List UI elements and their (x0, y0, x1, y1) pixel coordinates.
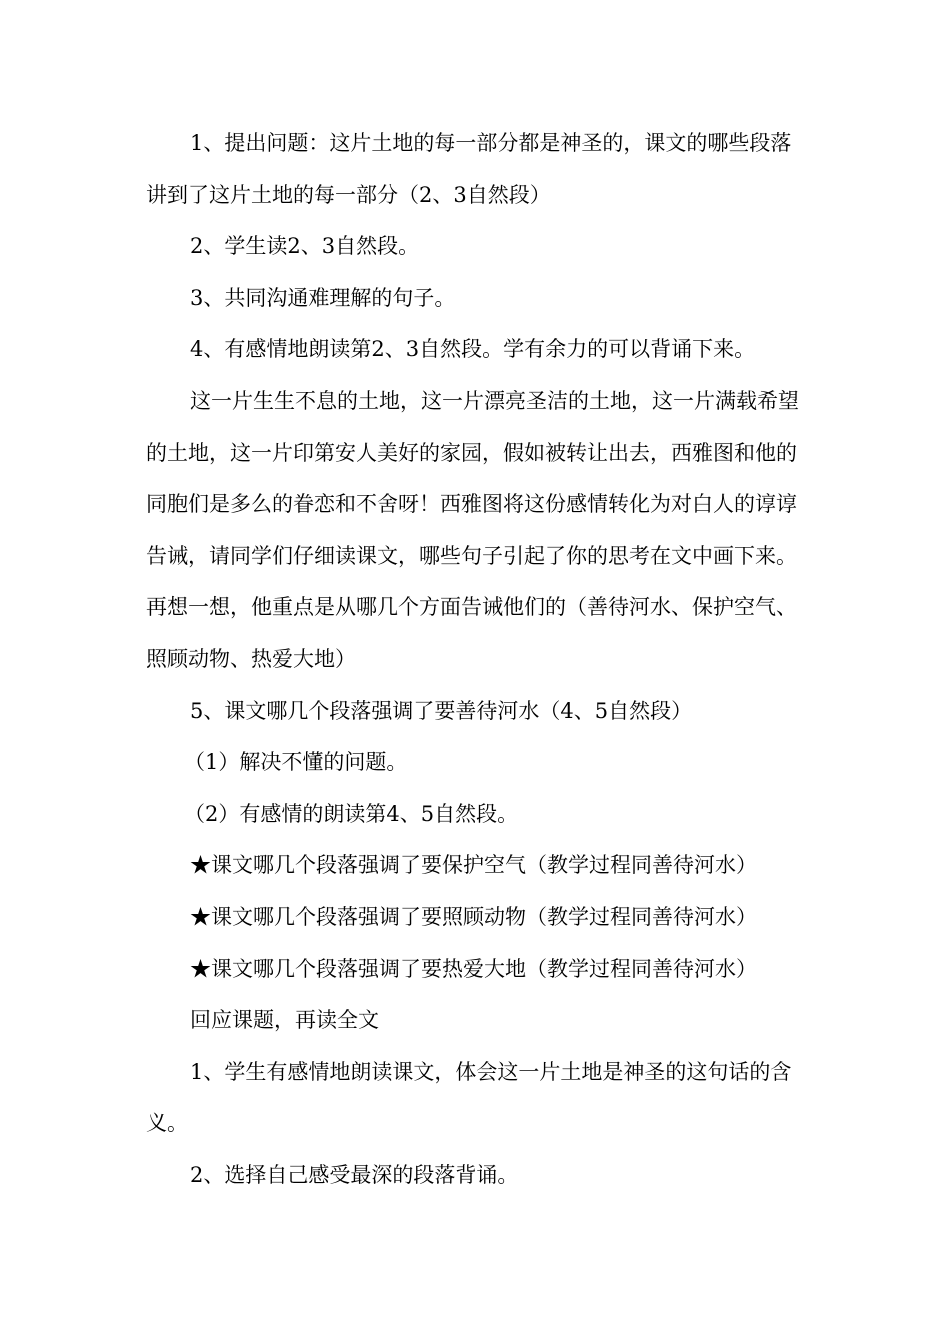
paragraph-section-review: 回应课题，再读全文 (190, 1008, 379, 1033)
paragraph-sub-2: （2）有感情的朗读第4、5自然段。 (184, 801, 519, 826)
paragraph-review-2: 2、选择自己感受最深的段落背诵。 (190, 1162, 519, 1187)
paragraph-star-animals: ★课文哪几个段落强调了要照顾动物（教学过程同善待河水） (190, 904, 757, 929)
paragraph-step-2-read: 2、学生读2、3自然段。 (190, 234, 420, 259)
paragraph-step-1-question: 1、提出问题：这片土地的每一部分都是神圣的，课文的哪些段落讲到了这片土地的每一部分（2、3自然段） (146, 131, 792, 207)
paragraph-review-1: 1、学生有感情地朗读课文，体会这一片土地是神圣的这句话的含义。 (146, 1059, 792, 1136)
paragraph-step-5-river: 5、课文哪几个段落强调了要善待河水（4、5自然段） (190, 698, 693, 723)
paragraph-star-air: ★课文哪几个段落强调了要保护空气（教学过程同善待河水） (190, 853, 757, 878)
paragraph-intro-seattle: 这一片生生不息的土地，这一片漂亮圣洁的土地，这一片满载希望的土地，这一片印第安人美好的家园，假如被转让出去，西雅图和他的同胞们是多么的眷恋和不舍呀！西雅图将这份感情转化为对白人的谆谆告诫，请同学们仔细读课文，哪些句子引起了你的思考在文中画下来。再想一想，他重点是从哪几个方面告诫他们的（善待河水、保护空气、照顾动物、热爱大地） (146, 388, 799, 671)
paragraph-star-earth: ★课文哪几个段落强调了要热爱大地（教学过程同善待河水） (190, 956, 757, 981)
paragraph-sub-1: （1）解决不懂的问题。 (184, 750, 408, 775)
paragraph-step-3-discuss: 3、共同沟通难理解的句子。 (190, 285, 456, 310)
paragraph-step-4-recite: 4、有感情地朗读第2、3自然段。学有余力的可以背诵下来。 (190, 337, 756, 362)
